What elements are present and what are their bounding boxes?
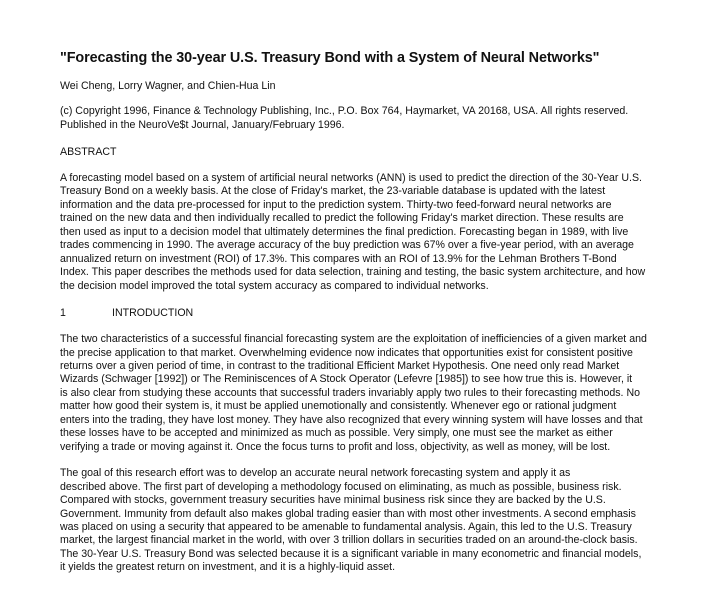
text-line: it yields the greatest return on investment, and it is a highly-liquid asset. xyxy=(60,561,396,574)
text-line: Wizards (Schwager [1992]) or The Reminiscences of A Stock Operator (Lefevre [1985]) to see how true this is. However, it xyxy=(60,373,633,386)
text-line: A forecasting model based on a system of artificial neural networks (ANN) is used to predict the direction of the 30-Year U.S. xyxy=(60,172,642,184)
text-line: verifying a trade or moving against it. Once the focus turns to profit and loss, objectivity, as well as money, will be lost. xyxy=(60,440,611,453)
intro-paragraph-1 xyxy=(60,333,690,454)
text-line: The two characteristics of a successful financial forecasting system are the exploitation of inefficiencies of a given market and xyxy=(60,333,647,346)
text-line: annualized return on investment (ROI) of 17.3%. This compares with an ROI of 13.9% for the Lehman Brothers T-Bond xyxy=(60,252,617,265)
paper-title: "Forecasting the 30-year U.S. Treasury Bond with a System of Neural Networks" xyxy=(60,50,600,66)
text-line: these losses have to be accepted and minimized as much as possible. Very simply, one must see the market as either xyxy=(60,427,613,440)
copyright-notice xyxy=(60,105,690,132)
text-line: information and the data pre-processed for input to the prediction system. Thirty-two feed-forward neural networks are xyxy=(60,198,612,211)
text-line: trained on the new data and then individually recalled to predict the following Friday's market direction. These results are xyxy=(60,212,624,225)
text-line: The 30-Year U.S. Treasury Bond was selected because it is a significant variable in many econometric and financial models, xyxy=(60,547,642,560)
text-line: matter how good their system is, it must be applied unemotionally and consistently. Whenever ego or rational judgment xyxy=(60,400,617,413)
text-line: Compared with stocks, government treasury securities have minimal business risk since they are backed by the U.S. xyxy=(60,494,606,507)
abstract-paragraph xyxy=(60,172,690,293)
section-number: 1 xyxy=(60,307,66,320)
text-line: The goal of this research effort was to develop an accurate neural network forecasting system and apply it as xyxy=(60,467,571,480)
abstract-heading: ABSTRACT xyxy=(60,146,117,158)
section-title: INTRODUCTION xyxy=(112,307,194,320)
text-line: was placed on using a security that appeared to be amenable to fundamental analysis. Again, this led to the U.S. Treasury xyxy=(60,520,632,533)
text-line: described above. The first part of developing a methodology focused on eliminating, as much as possible, business risk. xyxy=(60,480,622,493)
text-line: returns over a given period of time, in contrast to the traditional Efficient Market Hypothesis. One need only read Market xyxy=(60,359,620,372)
text-line: trades commencing in 1990. The average accuracy of the buy prediction was 67% over a five-year period, with an average xyxy=(60,239,634,252)
text-line: market, the largest financial market in the world, with over 3 trillion dollars in securities traded on an around-the-clock basis. xyxy=(60,534,638,547)
text-line: Index. This paper describes the methods used for data selection, training and testing, the basic system architecture, and how xyxy=(60,266,646,279)
publication-line: Published in the NeuroVe$t Journal, January/February 1996. xyxy=(60,118,345,131)
section-heading-introduction xyxy=(60,306,690,320)
author-list: Wei Cheng, Lorry Wagner, and Chien-Hua Lin xyxy=(60,80,276,92)
text-line: the precise application to that market. Overwhelming evidence now indicates that opportunities exist for consistent positive xyxy=(60,346,633,359)
text-line: is also clear from studying these accounts that successful traders invariably apply two rules to their forecasting methods. No xyxy=(60,386,640,399)
text-line: Government. Immunity from default also makes global trading easier than with most other investments. A second emphasis xyxy=(60,507,636,520)
text-line: Treasury Bond on a weekly basis. At the close of Friday's market, the 23-variable database is updated with the latest xyxy=(60,185,606,198)
text-line: enters into the trading, they have lost money. They have also recognized that every winning system will have losses and that xyxy=(60,413,643,426)
text-line: then used as input to a decision model that ultimately determines the final prediction. Forecasting began in 1989, with live xyxy=(60,225,629,238)
text-line: the decision model improved the total system accuracy as compared to individual networks. xyxy=(60,279,489,292)
copyright-line: (c) Copyright 1996, Finance & Technology Publishing, Inc., P.O. Box 764, Haymarket, VA 20168, USA. All rights reserved. xyxy=(60,105,629,117)
document-page xyxy=(60,48,690,575)
intro-paragraph-2 xyxy=(60,467,690,575)
